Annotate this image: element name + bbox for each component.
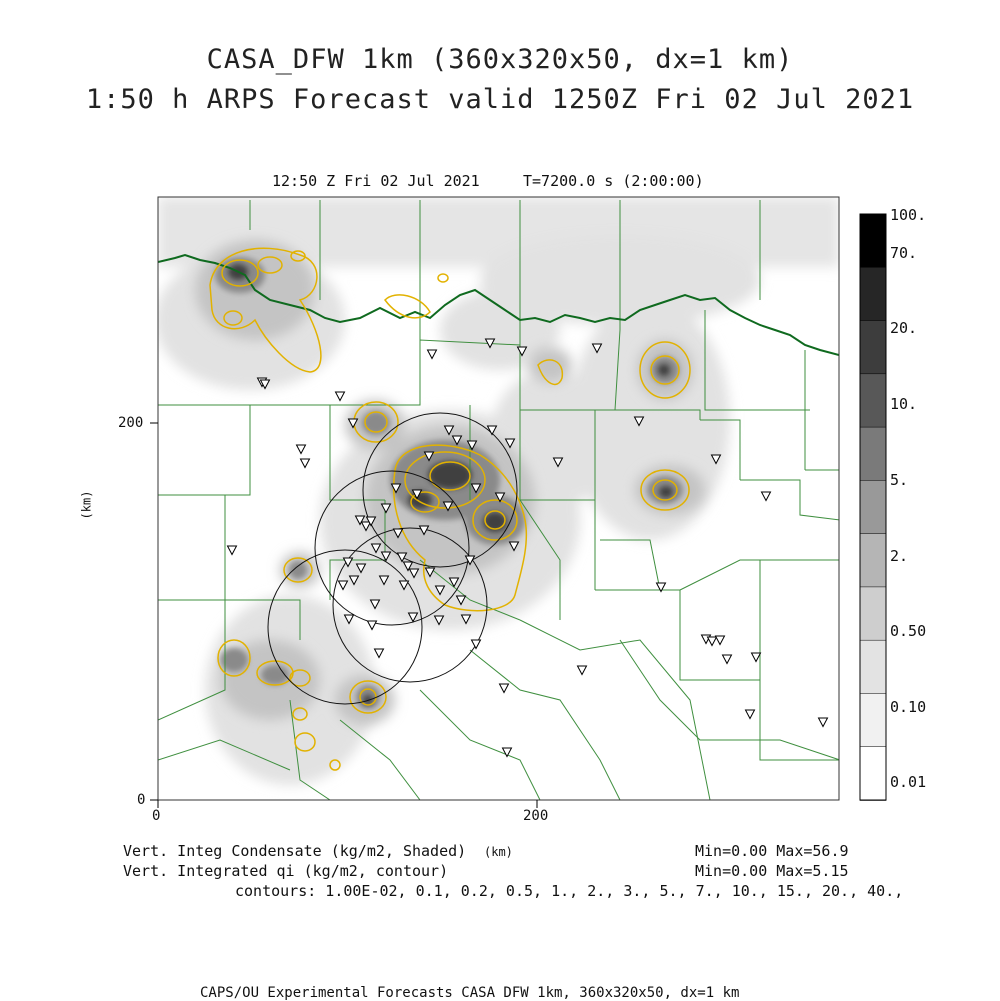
shaded-min-max: Min=0.00 Max=56.9	[695, 842, 849, 860]
title-line-2: 1:50 h ARPS Forecast valid 1250Z Fri 02 Jul 2021	[85, 84, 915, 115]
contour-min-max: Min=0.00 Max=5.15	[695, 862, 849, 880]
colorbar-label-050: 0.50	[890, 622, 927, 640]
valid-time-label: 12:50 Z Fri 02 Jul 2021	[272, 172, 480, 190]
colorbar-swatch	[860, 214, 886, 268]
credit-line: CAPS/OU Experimental Forecasts CASA DFW 1km, 360x320x50, dx=1 km	[200, 985, 740, 1001]
y-tick-200: 200	[118, 415, 144, 431]
contour-levels: contours: 1.00E-02, 0.1, 0.2, 0.5, 1., 2., 3., 5., 7., 10., 15., 20., 40.,	[235, 882, 904, 900]
colorbar-label-20: 20.	[890, 319, 918, 337]
colorbar-swatch	[860, 534, 886, 588]
colorbar-label-001: 0.01	[890, 773, 927, 791]
colorbar	[860, 214, 886, 801]
shaded-field-description: Vert. Integ Condensate (kg/m2, Shaded)	[123, 842, 467, 860]
y-tick-0: 0	[137, 792, 146, 808]
x-tick-0: 0	[152, 808, 161, 824]
colorbar-swatch	[860, 267, 886, 321]
contour-field-description: Vert. Integrated qi (kg/m2, contour)	[123, 862, 449, 880]
colorbar-swatch	[860, 427, 886, 481]
colorbar-swatch	[860, 587, 886, 641]
colorbar-label-010: 0.10	[890, 698, 927, 716]
x-axis-unit: (km)	[484, 845, 513, 859]
y-axis-unit: (km)	[79, 490, 94, 520]
title-line-1: CASA_DFW 1km (360x320x50, dx=1 km)	[206, 44, 794, 75]
colorbar-swatch	[860, 374, 886, 428]
colorbar-label-5: 5.	[890, 471, 909, 489]
colorbar-label-70: 70.	[890, 244, 918, 262]
colorbar-label-10: 10.	[890, 395, 918, 413]
colorbar-swatch	[860, 640, 886, 694]
colorbar-swatch	[860, 321, 886, 375]
colorbar-label-2: 2.	[890, 547, 909, 565]
colorbar-label-100: 100.	[890, 206, 927, 224]
colorbar-swatch	[860, 747, 886, 801]
colorbar-swatch	[860, 480, 886, 534]
x-tick-200: 200	[523, 808, 549, 824]
model-time-label: T=7200.0 s (2:00:00)	[523, 172, 704, 190]
colorbar-swatch	[860, 693, 886, 747]
